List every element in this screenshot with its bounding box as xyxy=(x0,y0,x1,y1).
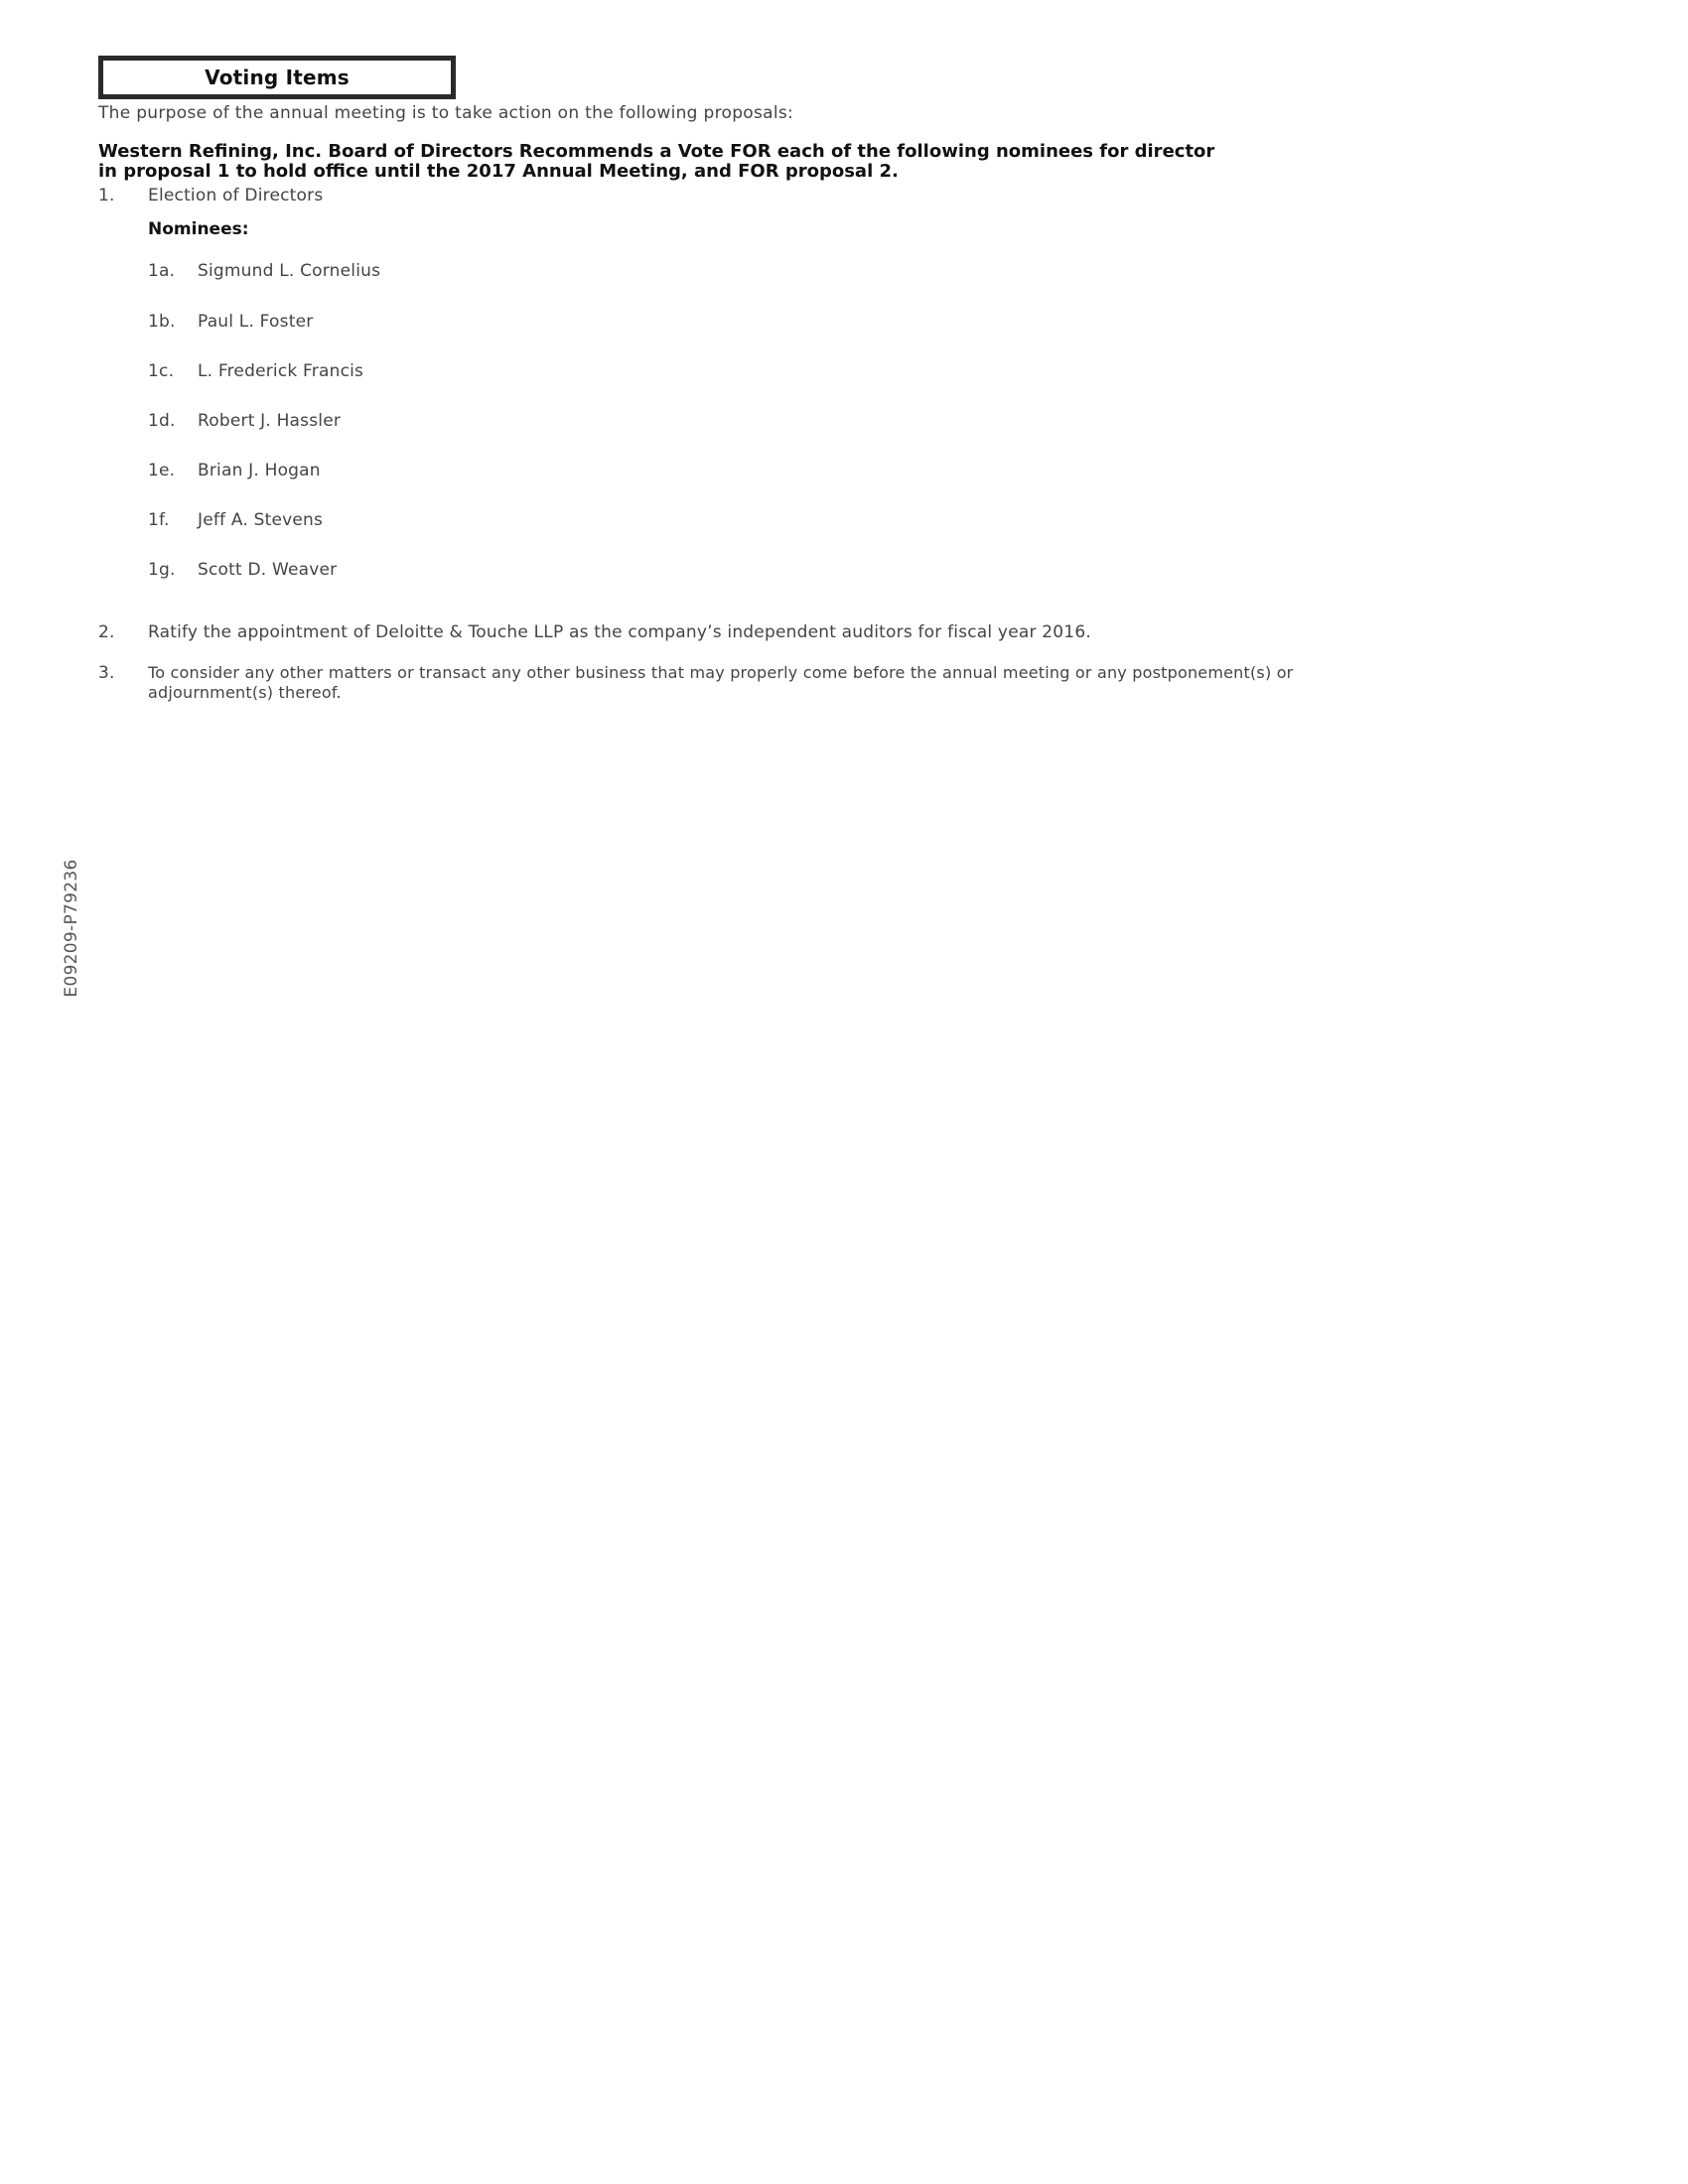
section-title-box xyxy=(98,56,456,99)
nominee-name: L. Frederick Francis xyxy=(198,361,364,381)
proposal-3 xyxy=(98,663,1389,703)
nominee-item xyxy=(148,261,380,281)
proposal-number: 3. xyxy=(98,663,115,683)
nominee-item xyxy=(148,312,313,332)
nominee-name: Jeff A. Stevens xyxy=(198,510,324,530)
proposal-number: 1. xyxy=(98,186,115,205)
nominee-item xyxy=(148,361,363,381)
proposal-text: Ratify the appointment of Deloitte & Touche LLP as the company’s independent auditors for fiscal year 2016. xyxy=(148,622,1091,642)
nominee-code: 1e. xyxy=(148,461,176,480)
nominee-name: Robert J. Hassler xyxy=(198,411,342,431)
proposal-2 xyxy=(98,622,1091,642)
proposal-text: Election of Directors xyxy=(148,186,324,205)
nominee-name: Sigmund L. Cornelius xyxy=(198,261,381,281)
nominee-name: Scott D. Weaver xyxy=(198,560,338,580)
nominee-item xyxy=(148,461,321,480)
nominee-code: 1c. xyxy=(148,361,175,381)
nominee-code: 1f. xyxy=(148,510,170,530)
nominee-item xyxy=(148,411,341,431)
intro-text: The purpose of the annual meeting is to take action on the following proposals: xyxy=(98,103,794,123)
document-id: E09209-P79236 xyxy=(62,859,81,998)
nominee-item xyxy=(148,560,337,580)
nominee-code: 1g. xyxy=(148,560,176,580)
nominee-code: 1b. xyxy=(148,312,176,332)
board-recommendation: Western Refining, Inc. Board of Directors Recommends a Vote FOR each of the following nominees for director in proposal 1 to hold office until the 2017 Annual Meeting, and FOR proposal 2. xyxy=(98,141,1215,182)
nominee-code: 1d. xyxy=(148,411,176,431)
proposal-text: To consider any other matters or transact any other business that may properly come before the annual meeting or any postponement(s) or adjournment(s) thereof. xyxy=(148,663,1294,702)
nominee-name: Brian J. Hogan xyxy=(198,461,321,480)
section-title: Voting Items xyxy=(205,66,350,89)
proposal-1 xyxy=(98,186,323,205)
proposal-number: 2. xyxy=(98,622,115,642)
nominee-name: Paul L. Foster xyxy=(198,312,314,332)
nominees-heading: Nominees: xyxy=(148,219,249,239)
nominee-item xyxy=(148,510,323,530)
nominee-code: 1a. xyxy=(148,261,176,281)
